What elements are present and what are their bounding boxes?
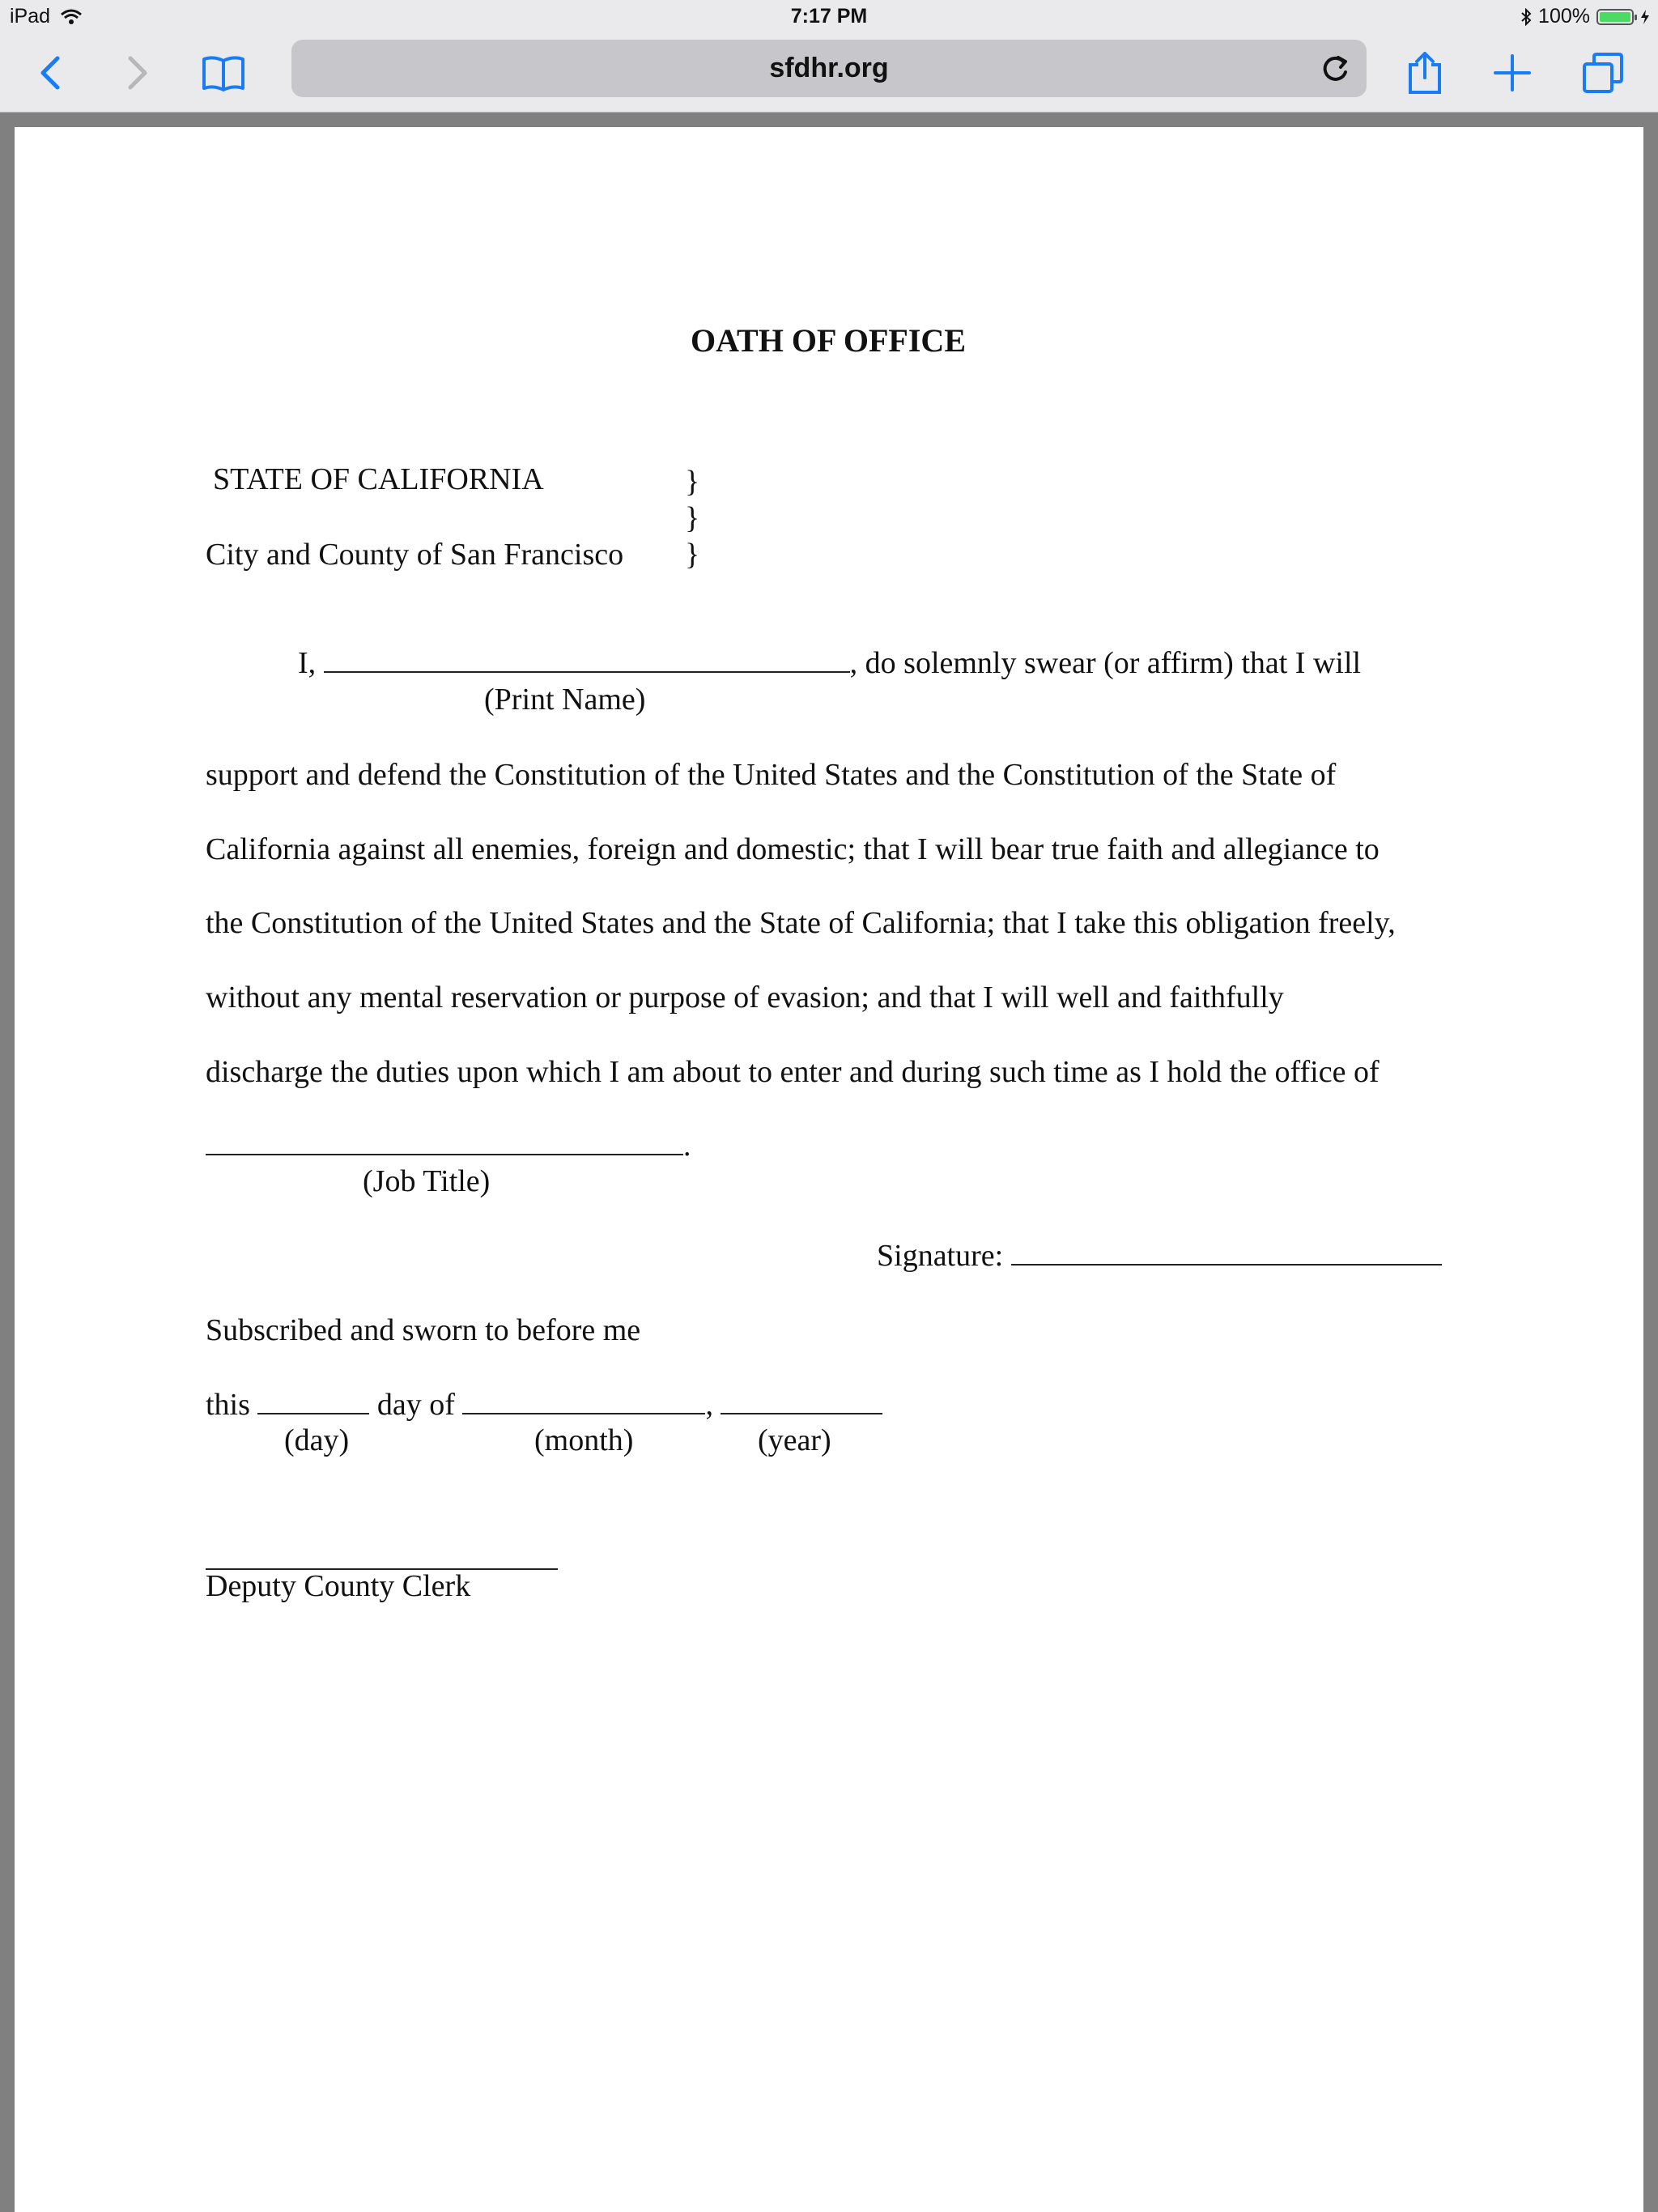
date-comma: , — [705, 1388, 713, 1422]
state-label: STATE OF CALIFORNIA — [213, 462, 544, 496]
battery-fill — [1600, 12, 1630, 22]
tabs-button[interactable] — [1579, 49, 1627, 97]
bookmarks-icon — [201, 54, 246, 91]
device-name: iPad — [10, 5, 51, 28]
chevron-right-icon — [125, 55, 150, 91]
body-line: California against all enemies, foreign and domestic; that I will bear true faith and allegiance to — [206, 832, 1380, 866]
tabs-icon — [1582, 52, 1624, 94]
plus-icon — [1493, 53, 1532, 92]
clerk-label: Deputy County Clerk — [206, 1569, 471, 1603]
month-label: (month) — [534, 1423, 634, 1457]
job-title-blank — [206, 1128, 683, 1155]
pdf-page — [15, 127, 1643, 2212]
oath-i: I, — [298, 646, 317, 680]
job-title-period: . — [683, 1129, 691, 1163]
browser-chrome — [0, 0, 1658, 113]
body-line: support and defend the Constitution of the United States and the Constitution of the State of — [206, 758, 1337, 792]
back-button[interactable] — [26, 49, 74, 97]
month-blank — [462, 1387, 705, 1414]
day-label: (day) — [284, 1423, 350, 1457]
reload-icon — [1319, 53, 1351, 85]
job-title-label: (Job Title) — [363, 1164, 491, 1198]
print-name-blank — [324, 645, 850, 673]
forward-button[interactable] — [113, 49, 162, 97]
charging-icon — [1640, 9, 1650, 25]
document-title: OATH OF OFFICE — [691, 322, 966, 359]
brace-1: } — [685, 465, 700, 499]
signature-label: Signature: — [877, 1239, 1004, 1273]
address-bar[interactable] — [291, 40, 1367, 97]
share-icon — [1407, 50, 1443, 96]
new-tab-button[interactable] — [1488, 49, 1537, 97]
bookmarks-button[interactable] — [199, 49, 248, 97]
year-blank — [721, 1387, 882, 1414]
job-title-line — [206, 1128, 691, 1163]
print-name-label: (Print Name) — [484, 683, 646, 717]
status-time: 7:17 PM — [790, 5, 868, 28]
county-label: City and County of San Francisco — [206, 538, 624, 572]
body-line: discharge the duties upon which I am about to enter and during such time as I hold the office of — [206, 1055, 1380, 1089]
brace-3: } — [685, 538, 700, 572]
signature-line — [877, 1238, 1442, 1274]
oath-line1-end: , do solemnly swear (or affirm) that I will — [849, 646, 1362, 680]
browser-toolbar — [0, 32, 1658, 112]
url-text[interactable]: sfdhr.org — [769, 53, 889, 83]
battery-percent: 100% — [1538, 5, 1590, 28]
oath-first-line — [298, 645, 1361, 681]
subscribed-text: Subscribed and sworn to before me — [206, 1313, 641, 1347]
body-line: the Constitution of the United States and the State of California; that I take this obligation freely, — [206, 906, 1396, 940]
date-line — [206, 1387, 882, 1423]
this-word: this — [206, 1388, 250, 1422]
day-blank — [257, 1387, 369, 1414]
reload-button[interactable] — [1312, 45, 1358, 92]
brace-2: } — [685, 501, 700, 535]
battery-icon — [1596, 9, 1634, 25]
signature-blank — [1011, 1238, 1442, 1266]
status-right — [1520, 5, 1650, 28]
share-button[interactable] — [1401, 49, 1449, 97]
body-line: without any mental reservation or purpose of evasion; and that I will well and faithfully — [206, 981, 1284, 1015]
day-of-word: day of — [376, 1388, 455, 1422]
chevron-left-icon — [38, 55, 62, 91]
year-label: (year) — [758, 1423, 831, 1457]
status-bar — [0, 0, 1658, 32]
bluetooth-icon — [1520, 8, 1532, 26]
